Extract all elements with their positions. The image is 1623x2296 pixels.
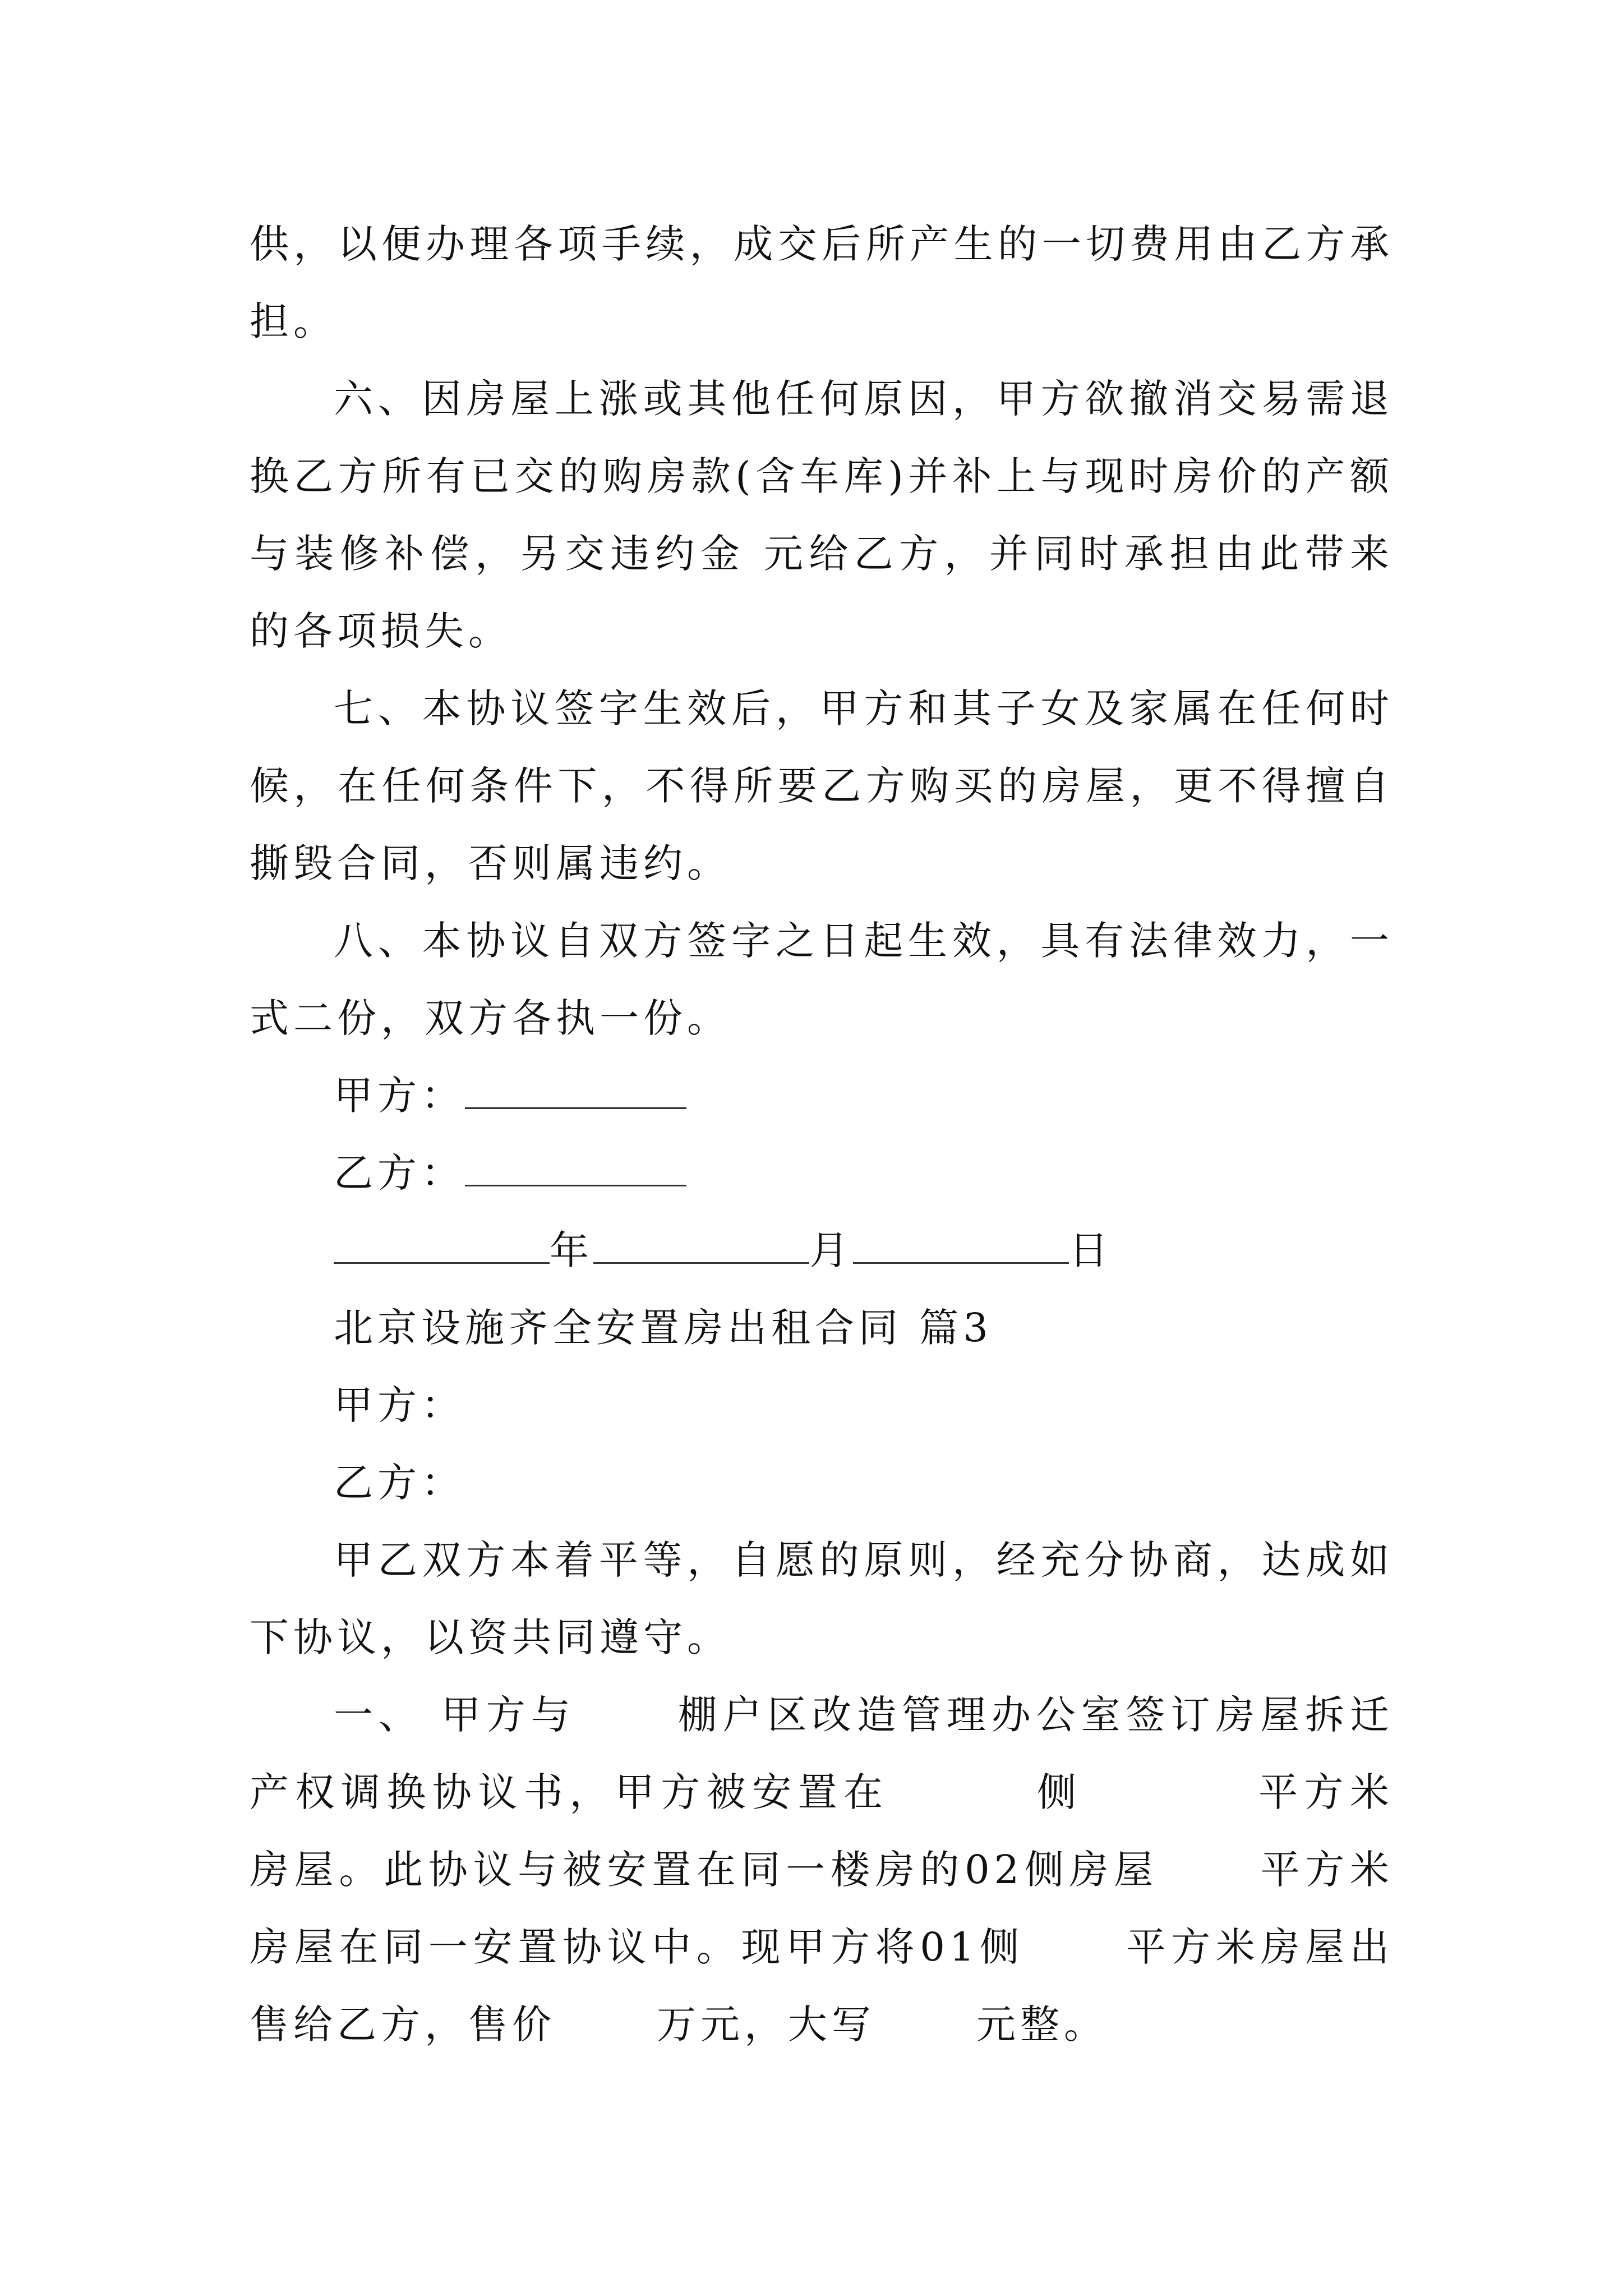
section-party-a: 甲方： — [334, 1382, 465, 1428]
party-a-blank — [465, 1075, 686, 1109]
month-label: 月 — [809, 1227, 853, 1273]
section-title: 北京设施齐全安置房出租合同 篇3 — [334, 1305, 993, 1351]
clause-one-part4: 平方米房屋。此协议与被安置在同一楼房的02侧房屋 — [250, 1769, 1394, 1893]
party-a-label: 甲方： — [334, 1073, 465, 1119]
month-blank — [593, 1230, 809, 1264]
party-b-signature-line — [250, 1134, 1394, 1212]
clause-six: 六、因房屋上涨或其他任何原因，甲方欲撤消交易需退换乙方所有已交的购房款(含车库)并补上与现时房价的产额与装修补偿，另交违约金 元给乙方，并同时承担由此带来的各项损失。 — [250, 376, 1394, 654]
clause-one-part6: 平方米房屋出售给乙方，售价 — [250, 1924, 1394, 2047]
party-b-blank — [465, 1152, 686, 1186]
clause-eight: 八、本协议自双方签字之日起生效，具有法律效力，一式二份，双方各执一份。 — [250, 918, 1394, 1041]
document-body — [250, 205, 1394, 2063]
clause-one-part3: 侧 — [1035, 1769, 1083, 1815]
day-blank — [853, 1230, 1069, 1264]
day-label: 日 — [1069, 1227, 1113, 1273]
clause-seven: 七、本协议签字生效后，甲方和其子女及家属在任何时候，在任何条件下，不得所要乙方购买的房屋，更不得擅自撕毁合同，否则属违约。 — [250, 685, 1394, 886]
clause-one-part8: 元整。 — [976, 2001, 1108, 2047]
section-party-b: 乙方： — [334, 1460, 465, 1506]
party-b-label: 乙方： — [334, 1150, 465, 1196]
year-blank — [334, 1230, 550, 1264]
year-label: 年 — [550, 1227, 593, 1273]
clause-one-part1: 一、 甲方与 — [334, 1692, 576, 1738]
party-a-signature-line — [250, 1057, 1394, 1134]
clause-one-part7: 万元，大写 — [657, 2001, 875, 2047]
section-intro: 甲乙双方本着平等，自愿的原则，经充分协商，达成如下协议，以资共同遵守。 — [250, 1537, 1394, 1660]
section-clause-one — [250, 1676, 1394, 2063]
date-line — [250, 1212, 1394, 1289]
clause-one-part5: 平方米房屋在同一安置协议中。现甲方将01侧 — [250, 1847, 1394, 1970]
paragraph-continuation: 供，以便办理各项手续，成交后所产生的一切费用由乙方承担。 — [250, 221, 1394, 344]
clause-one-part2: 棚户区改造管理办公室签订房屋拆迁产权调换协议书，甲方被安置在 — [250, 1692, 1394, 1815]
